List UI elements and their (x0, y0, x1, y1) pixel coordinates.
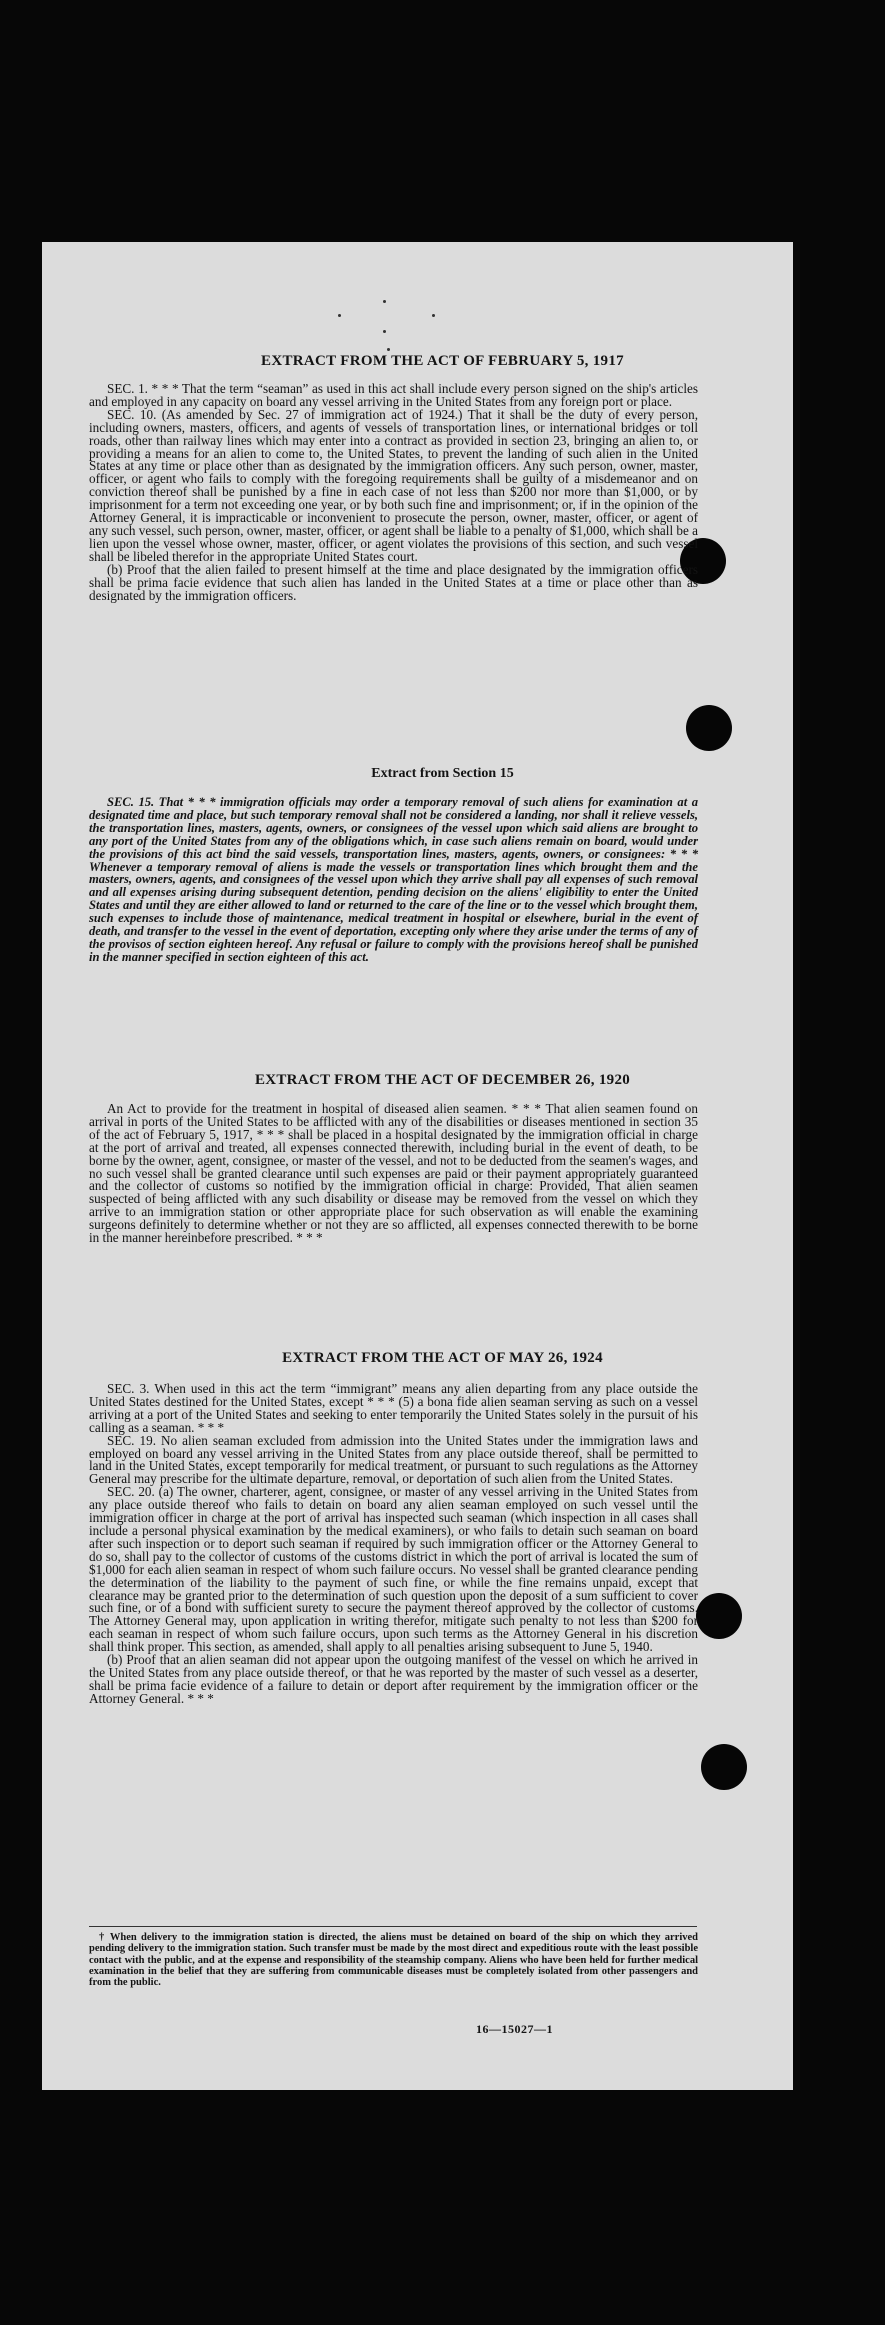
paper-specks (42, 300, 793, 360)
section-15-text (89, 796, 698, 964)
form-number: 16—15027—1 (476, 2022, 553, 2036)
act-1924-sec-3: SEC. 3. When used in this act the term “immigrant” means any alien departing from any place outside the United States destined for the United States, except * * * (5) a bona fide alien seaman serving as such on a vessel arriving at a port of the United States and seeking to enter temporarily the United States solely in the pursuit of his calling as a seaman. * * * (89, 1381, 698, 1435)
punch-hole-top-2 (686, 705, 732, 751)
act-1917-sec-1: SEC. 1. * * * That the term “seaman” as used in this act shall include every person signed on the ship's articles and employed in any capacity on board any vessel arriving in the United States from any foreign port or place. (89, 381, 698, 409)
act-1924-sec-19: SEC. 19. No alien seaman excluded from admission into the United States under the immigration laws and employed on board any vessel arriving in the United States from any place outside thereof, shall be permitted to land in the United States, except temporarily for medical treatment, or pursuant to such regulations as the Attorney General may prescribe for the ultimate departure, removal, or deportation of such alien from the United States. (89, 1432, 698, 1487)
heading-act-1917: EXTRACT FROM THE ACT OF FEBRUARY 5, 1917 (261, 353, 624, 369)
act-1920-paragraph: An Act to provide for the treatment in hospital of diseased alien seamen. * * * That alien seamen found on arrival in ports of the United States to be afflicted with any of the disabilities or diseases mentioned in section 35 of the act of February 5, 1917, * * * shall be placed in a hospital designated by the immigration official in charge at the port of arrival and treated, all expenses connected therewith, including burial in the event of death, to be borne by the owner, agent, consignee, or master of the vessel, and not to be deducted from the seamen's wages, and no such vessel shall be granted clearance until such expenses are paid or their payment appropriately guaranteed and the collector of customs so notified by the immigration official in charge: Provided, That alien seamen suspected of being afflicted with any such disability or disease may be removed from the vessel on which they arrive to an immigration station or other appropriate place for such observation as will enable the examining surgeons definitely to determine whether or not they are so afflicted, all expenses connected therewith to be borne in the manner hereinbefore prescribed. * * * (89, 1101, 698, 1246)
act-1917-sec-10: SEC. 10. (As amended by Sec. 27 of immigration act of 1924.) That it shall be the duty of every person, including owners, masters, officers, and agents of vessels of transportation lines, or international bridges or toll roads, other than railway lines which may enter into a contract as provided in section 23, bringing an alien to, or providing a means for an alien to come to, the United States, to prevent the landing of such alien in the United States at any time or place other than as designated by the immigration officers. Any such person, owner, master, officer, or agent who fails to comply with the foregoing requirements shall be guilty of a misdemeanor and on conviction thereof shall be punished by a fine in each case of not less than $200 nor more than $1,000, or by imprisonment for a term not exceeding one year, or by both such fine and imprisonment; or, if in the opinion of the Attorney General, it is impracticable or inconvenient to prosecute the person, owner, master, officer, or agent of any such vessel, such person, owner, master, officer, or agent shall be liable to a penalty of $1,000, which shall be a lien upon the vessel whose owner, master, officer, or agent violates the provisions of this section, and such vessel shall be libeled therefor in the appropriate United States court. (89, 406, 699, 564)
act-1917-text (89, 383, 698, 602)
footnote-text: † When delivery to the immigration station is directed, the aliens must be detained on board of the ship on which they arrived pending delivery to the immigration station. Such transfer must be made by the most direct and expeditious route with the least possible contact with the public, and at the expense and responsibility of the steamship company. Aliens who have been held for further medical examination in the belief that they are suffering from communicable diseases must be completely isolated from other passengers and from the public. (89, 1932, 698, 1989)
act-1924-sec-20a: SEC. 20. (a) The owner, charterer, agent, consignee, or master of any vessel arriving in the United States from any place outside thereof who fails to detain on board any alien seaman employed on such vessel until the immigration officer in charge at the port of arrival has inspected such seaman (which inspection in all cases shall include a personal physical examination by the medical examiners), or who fails to detain such seaman on board after such inspection or to deport such seaman if required by such immigration officer or the Attorney General to do so, shall pay to the collector of customs of the customs district in which the port of arrival is located the sum of $1,000 for each alien seaman in respect of whom such failure occurs. No vessel shall be granted clearance pending the determination of the liability to the payment of such fine, or while the fine remains unpaid, except that clearance may be granted prior to the determination of such question upon the deposit of a sum sufficient to cover such fine, or of a bond with sufficient surety to secure the payment thereof approved by the collector of customs. The Attorney General may, upon application in writing therefor, mitigate such penalty to not less than $200 for each seaman in respect of whom such failure occurs, upon such terms as the Attorney General in his discretion shall think proper. This section, as amended, shall apply to all penalties arising subsequent to June 5, 1940. (89, 1484, 698, 1655)
act-1917-sec-10b: (b) Proof that the alien failed to present himself at the time and place designated by the immigration officers shall be prima facie evidence that such alien has landed in the United States at a time or place other than as designated by the immigration officers. (89, 561, 698, 603)
section-15-paragraph: SEC. 15. That * * * immigration officials may order a temporary removal of such aliens for examination at a designated time and place, but such temporary removal shall not be considered a landing, nor shall it relieve vessels, the transportation lines, masters, agents, owners, or consignees of the vessel upon which said aliens are brought to any port of the United States from any of the obligations which, in case such aliens remain on board, would under the provisions of this act bind the said vessels, transportation lines, masters, agents, owners, or consignees: * * * Whenever a temporary removal of aliens is made the vessels or transportation lines which brought them and the masters, owners, agents, and consignees of the vessel upon which they arrive shall pay all expenses of such removal and all expenses arising during subsequent detention, pending decision on the aliens' eligibility to enter the United States and until they are either allowed to land or returned to the care of the line or to the vessel which brought them, such expenses to include those of maintenance, medical treatment in hospital or elsewhere, burial in the event of death, and transfer to the vessel in the event of deportation, excepting only where they arise under the terms of any of the provisos of section eighteen hereof. Any refusal or failure to comply with the provisions hereof shall be punished in the manner specified in section eighteen of this act. (89, 795, 698, 964)
heading-section-15: Extract from Section 15 (371, 766, 514, 781)
heading-act-1920: EXTRACT FROM THE ACT OF DECEMBER 26, 1920 (254, 1072, 631, 1088)
act-1920-text (89, 1103, 698, 1245)
punch-hole-bottom-1 (696, 1593, 742, 1639)
punch-hole-bottom-2 (701, 1744, 747, 1790)
act-1924-sec-20b: (b) Proof that an alien seaman did not appear upon the outgoing manifest of the vessel on which he arrived in the United States from any place outside thereof, or that he was reported by the master of such vessel as a deserter, shall be prima facie evidence of a failure to detain or deport after requirement by the immigration officer or the Attorney General. * * * (89, 1652, 698, 1706)
heading-act-1924: EXTRACT FROM THE ACT OF MAY 26, 1924 (282, 1350, 603, 1366)
footnote-divider (89, 1926, 697, 1927)
footnote (89, 1932, 698, 1988)
act-1924-text (89, 1383, 698, 1706)
